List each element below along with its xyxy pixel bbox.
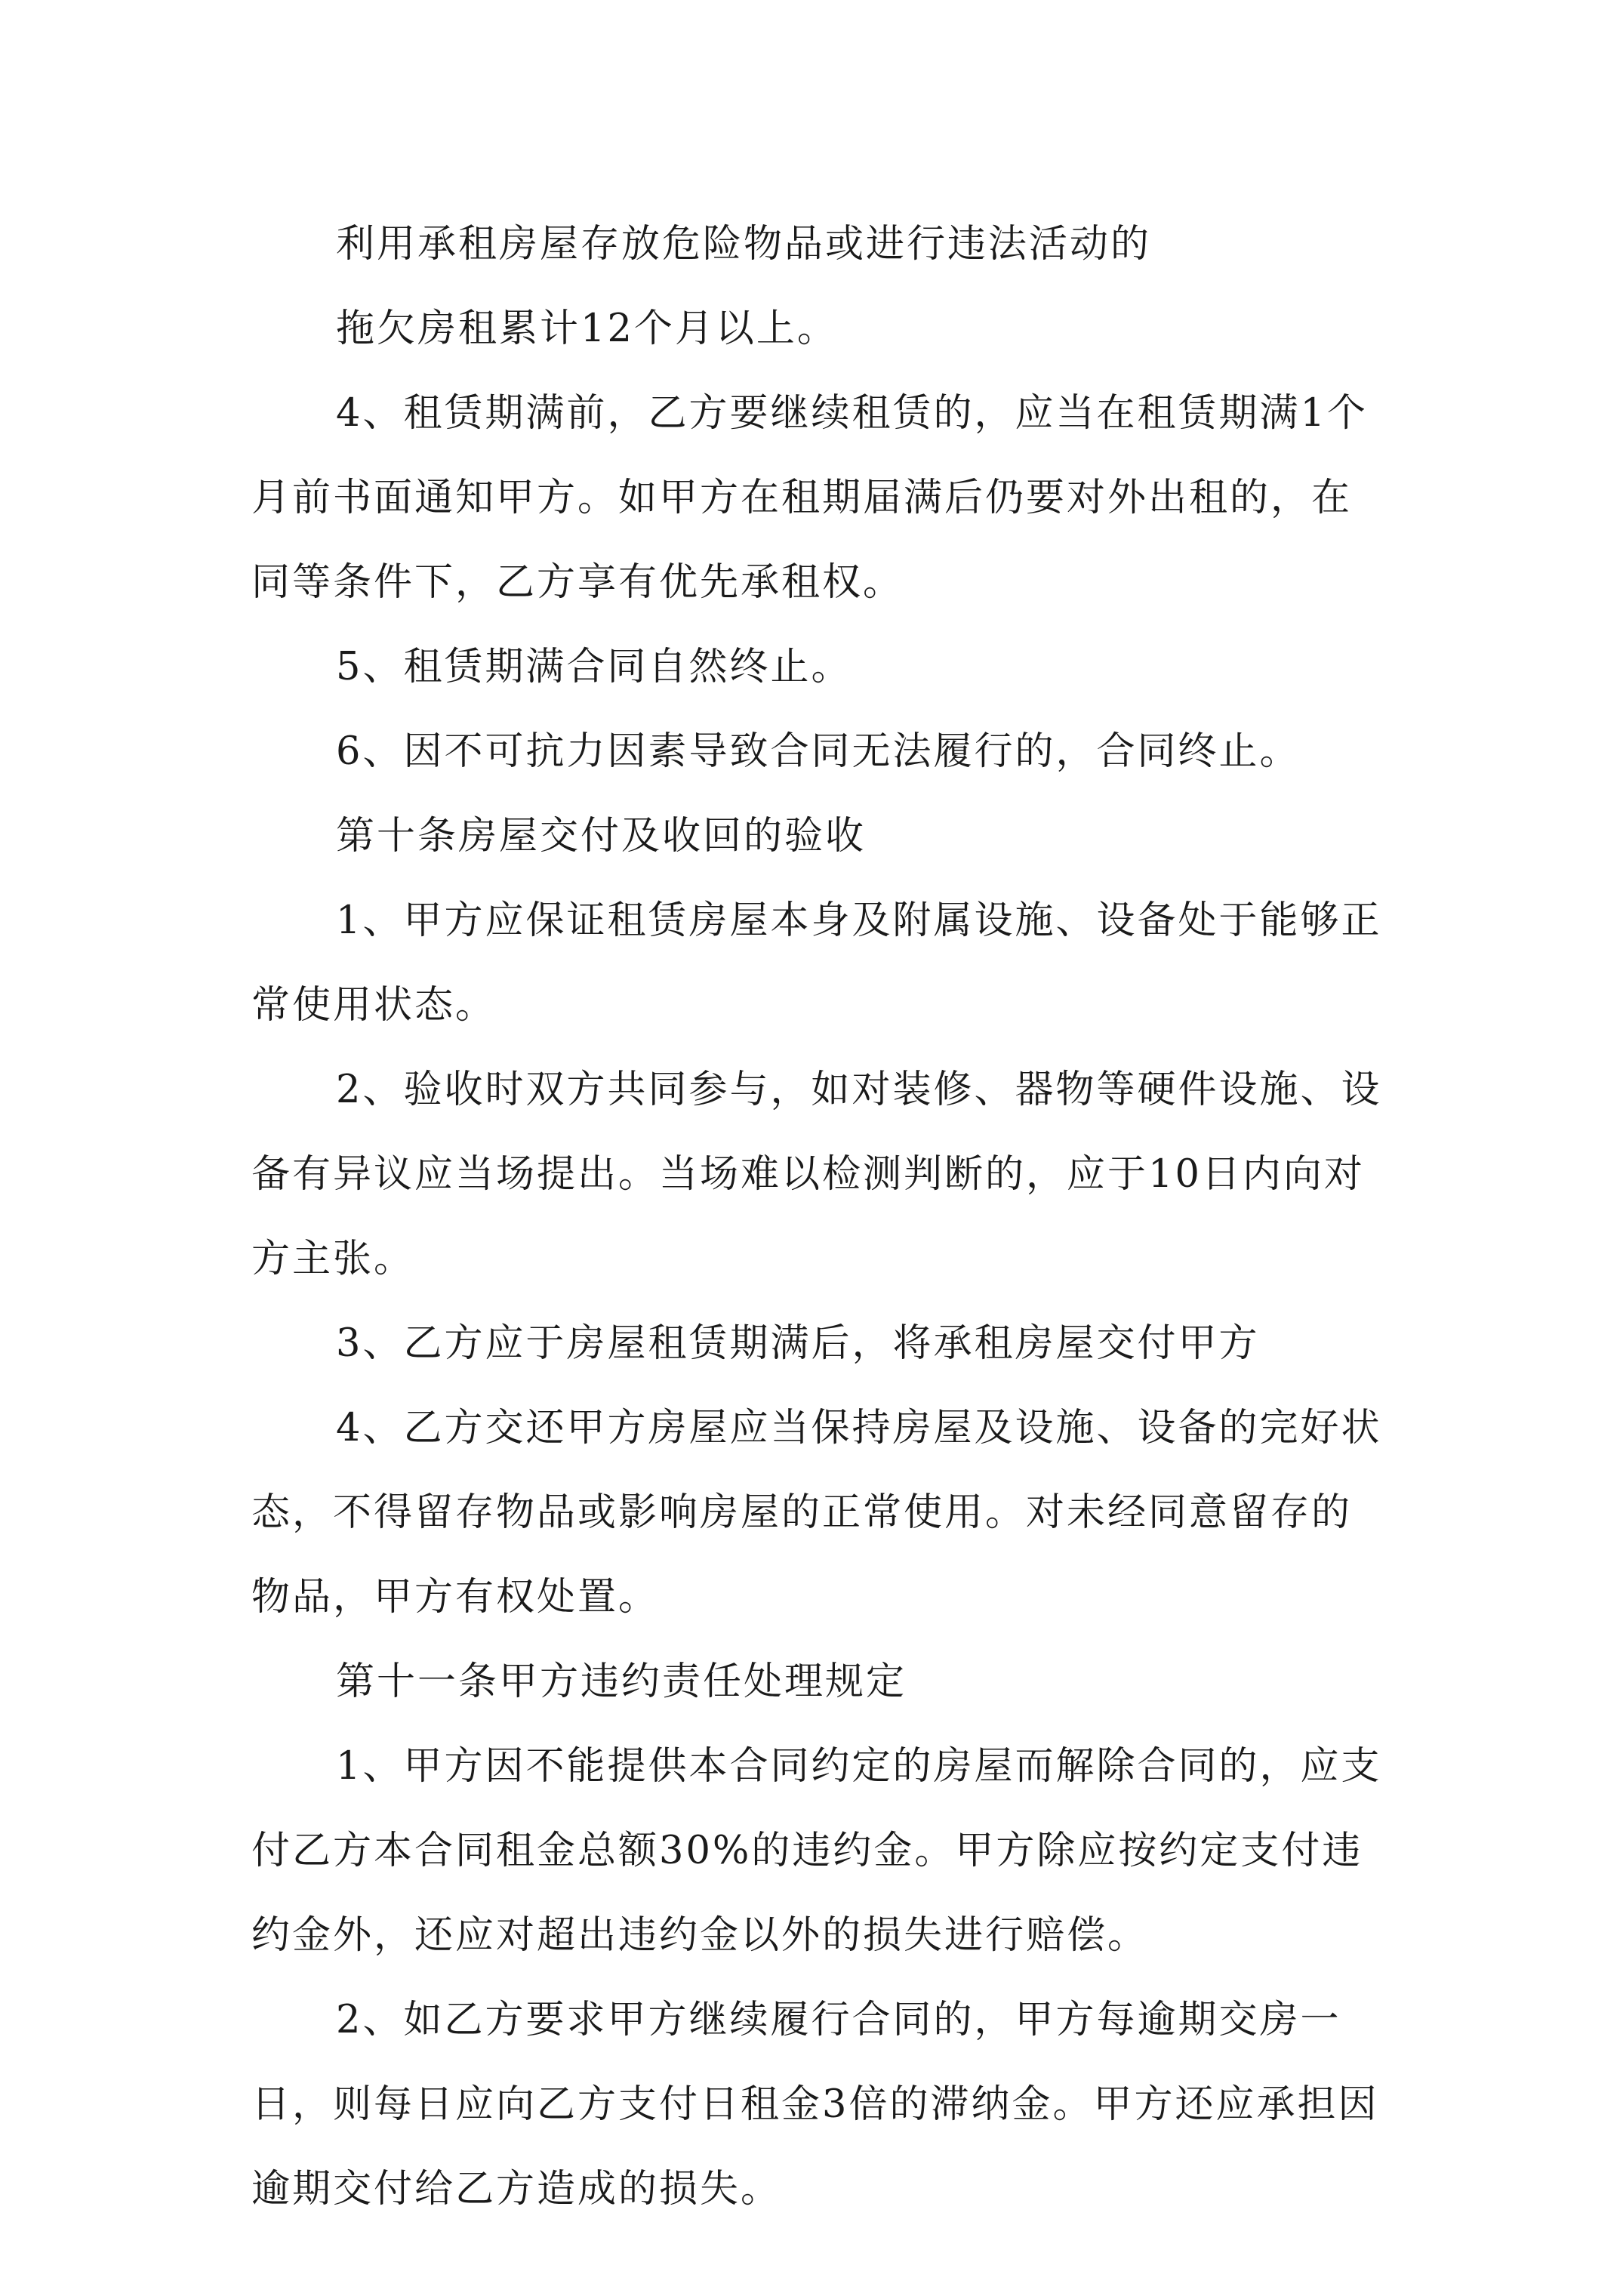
section-heading-article-11: 第十一条甲方违约责任处理规定: [336, 1660, 907, 1704]
paragraph-force-majeure: 6、因不可抗力因素导致合同无法履行的，合同终止。: [336, 729, 1301, 774]
paragraph-renewal: 4、租赁期满前，乙方要继续租赁的，应当在租赁期满1个月前书面通知甲方。如甲方在租期届满后仍要对外出租的，在同等条件下，乙方享有优先承租权。: [251, 391, 1368, 605]
paragraph-10-4: 4、乙方交还甲方房屋应当保持房屋及设施、设备的完好状态，不得留存物品或影响房屋的正常使用。对未经同意留存的物品，甲方有权处置。: [251, 1406, 1382, 1620]
document-body: [251, 202, 1391, 2232]
paragraph-10-2: 2、验收时双方共同参与，如对装修、器物等硬件设施、设备有异议应当场提出。当场难以检测判断的，应于10日内向对方主张。: [251, 1068, 1382, 1281]
paragraph-10-1: 1、甲方应保证租赁房屋本身及附属设施、设备处于能够正常使用状态。: [251, 898, 1382, 1028]
paragraph-11-1: 1、甲方因不能提供本合同约定的房屋而解除合同的，应支付乙方本合同租金总额30%的违约金。甲方除应按约定支付违约金外，还应对超出违约金以外的损失进行赔偿。: [251, 1744, 1382, 1958]
section-heading-article-10: 第十条房屋交付及收回的验收: [336, 814, 867, 858]
paragraph-11-2: 2、如乙方要求甲方继续履行合同的，甲方每逾期交房一日，则每日应向乙方支付日租金3倍的滞纳金。甲方还应承担因逾期交付给乙方造成的损失。: [251, 1998, 1379, 2211]
paragraph-10-3: 3、乙方应于房屋租赁期满后，将承租房屋交付甲方: [336, 1321, 1260, 1366]
paragraph-hazard-clause: 利用承租房屋存放危险物品或进行违法活动的: [336, 222, 1152, 267]
paragraph-natural-termination: 5、租赁期满合同自然终止。: [336, 645, 852, 689]
paragraph-rent-arrears: 拖欠房租累计12个月以上。: [336, 307, 838, 351]
